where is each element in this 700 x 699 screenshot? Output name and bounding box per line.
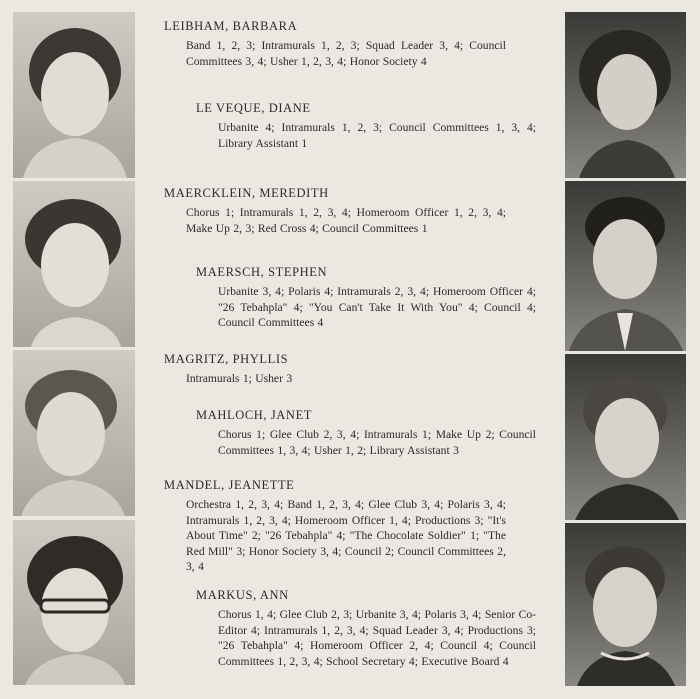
portrait-illustration <box>565 354 686 520</box>
portrait-photo-mahloch <box>565 354 686 520</box>
portrait-photo-maercklein <box>13 181 135 347</box>
student-name: LE VEQUE, DIANE <box>196 101 311 115</box>
student-name: MAGRITZ, PHYLLIS <box>164 352 289 366</box>
student-entry <box>164 351 506 387</box>
student-entry <box>164 185 506 236</box>
student-name: MAERCKLEIN, MEREDITH <box>164 186 329 200</box>
portrait-illustration <box>13 12 135 178</box>
portrait-photo-leibham <box>13 12 135 178</box>
student-entry <box>164 477 506 575</box>
student-activities: Band 1, 2, 3; Intramurals 1, 2, 3; Squad Leader 3, 4; Council Committees 3, 4; Usher 1, 2, 3, 4; Honor Society 4 <box>186 39 506 68</box>
student-entry <box>164 18 506 69</box>
student-entry <box>196 407 536 458</box>
student-name: MAHLOCH, JANET <box>196 408 313 422</box>
portrait-photo-maersch <box>565 181 686 351</box>
portrait-illustration <box>565 523 686 686</box>
portrait-illustration <box>13 520 135 685</box>
student-name: MARKUS, ANN <box>196 588 289 602</box>
student-name: LEIBHAM, BARBARA <box>164 19 298 33</box>
portrait-illustration <box>565 12 686 178</box>
portrait-photo-leveque <box>565 12 686 178</box>
portrait-illustration <box>13 350 135 516</box>
portrait-photo-mandel <box>13 520 135 685</box>
student-entry <box>196 587 536 669</box>
portrait-illustration <box>565 181 686 351</box>
portrait-photo-magritz <box>13 350 135 516</box>
student-activities: Chorus 1; Glee Club 2, 3, 4; Intramurals 1; Make Up 2; Council Committees 1, 3, 4; Usher 1, 2; Library Assistant 3 <box>218 428 536 457</box>
student-activities: Urbanite 3, 4; Polaris 4; Intramurals 2, 3, 4; Homeroom Officer 4; "26 Tebahpla" 4; "You Can't Take It With You" 4; Council 4; Council Committees 4 <box>218 285 536 329</box>
portrait-illustration <box>13 181 135 347</box>
student-name: MANDEL, JEANETTE <box>164 478 295 492</box>
student-activities: Chorus 1, 4; Glee Club 2, 3; Urbanite 3, 4; Polaris 3, 4; Senior Co-Editor 4; Intramurals 1, 2, 3, 4; Squad Leader 3, 4; Productions 3; "26 Tebahpla" 4; Homeroom Officer 2, 4; Council 4; Council Committees 1, 2, 3, 4; School Secretary 4; Executive Board 4 <box>218 608 536 668</box>
student-name: MAERSCH, STEPHEN <box>196 265 328 279</box>
student-activities: Intramurals 1; Usher 3 <box>186 372 293 385</box>
student-activities: Chorus 1; Intramurals 1, 2, 3, 4; Homeroom Officer 1, 2, 3, 4; Make Up 2, 3; Red Cross 4; Council Committees 1 <box>186 206 506 235</box>
student-entry <box>196 264 536 331</box>
portrait-photo-markus <box>565 523 686 686</box>
student-entry <box>196 100 536 151</box>
student-activities: Urbanite 4; Intramurals 1, 2, 3; Council Committees 1, 3, 4; Library Assistant 1 <box>218 121 536 150</box>
student-activities: Orchestra 1, 2, 3, 4; Band 1, 2, 3, 4; Glee Club 3, 4; Polaris 3, 4; Intramurals 1, 2, 3, 4; Homeroom Officer 1, 4; Productions 3; "It's About Time" 2; "26 Tebahpla" 4; "The Chocolate Soldier" 1; "The Red Mill" 3; Honor Society 3, 4; Council 2; Council Committees 2, 3, 4 <box>186 498 506 573</box>
